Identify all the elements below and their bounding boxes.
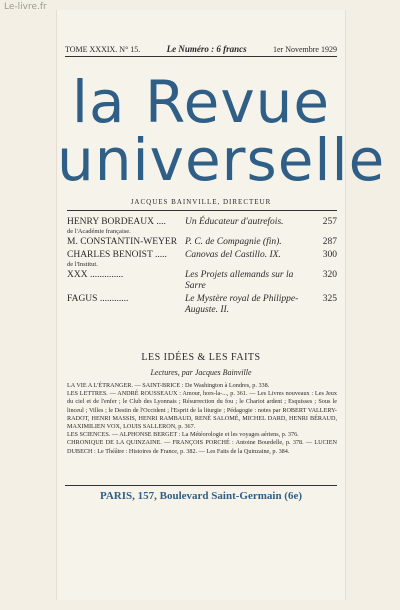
table-of-contents [67, 210, 337, 318]
toc-entry: FAGUS ............ Le Mystère royal de Philippe-Auguste. II. 325 [67, 294, 337, 315]
toc-page: 325 [322, 294, 337, 304]
issue-header [65, 40, 337, 57]
toc-entry: CHARLES BENOIST ..... de l'Institut. Canovas del Castillo. IX. 300 [67, 250, 337, 268]
toc-entry: XXX .............. Les Projets allemands sur la Sarre 320 [67, 270, 337, 291]
section-heading: LES IDÉES & LES FAITS [141, 352, 261, 363]
masthead-line2: universelle [57, 126, 386, 194]
body-paragraph: LA VIE A L'ÉTRANGER. — SAINT-BRICE : De Washington à Londres, p. 338. [67, 382, 270, 389]
toc-page: 287 [322, 237, 337, 247]
toc-title: Le Mystère royal de Philippe-Auguste. II. [185, 294, 299, 315]
issue-price: Le Numéro : 6 francs [166, 44, 247, 54]
toc-author-sub: de l'Institut. [67, 261, 98, 268]
toc-title: Un Éducateur d'autrefois. [185, 217, 284, 227]
toc-page: 300 [322, 250, 337, 260]
toc-entry [67, 237, 337, 248]
toc-title: Les Projets allemands sur la Sarre [185, 270, 294, 291]
toc-author: FAGUS [67, 294, 98, 304]
toc-author: HENRY BORDEAUX [67, 217, 154, 227]
section-byline: Lectures, par Jacques Bainville [150, 368, 252, 377]
director-line: JACQUES BAINVILLE, DIRECTEUR [130, 198, 272, 206]
watermark: Le-livre.fr [4, 2, 47, 12]
tome-number: TOME XXXIX. N° 15. [65, 45, 141, 54]
publisher-address: PARIS, 157, Boulevard Saint-Germain (6e) [65, 485, 337, 502]
toc-author: XXX [67, 270, 88, 280]
toc-title: P. C. de Compagnie (fin). [185, 237, 282, 247]
contents-body [67, 382, 337, 456]
toc-entry: HENRY BORDEAUX .... de l'Académie française. Un Éducateur d'autrefois. 257 [67, 217, 337, 235]
toc-title: Canovas del Castillo. IX. [185, 250, 281, 260]
toc-page: 320 [322, 270, 337, 280]
magazine-cover [56, 10, 386, 600]
masthead-line1: la Revue [71, 68, 331, 136]
body-paragraph: LES LETTRES. — ANDRÉ ROUSSEAUX : Amour, hors-la-..., p. 361. — Les Livres nouveaux : Les Jeux du ciel et de l'enfer ; le Club des Lyonnais ; Résurrection du fou ; le Chariot ardent ; Esquisses ; Sous le linceul ; Villes ; le Destin de l'Occident ; l'Esprit de la liturgie ; Pédagogie : notes par ROBERT VALLERY-RADOT, HENRI MASSIS, HENRI RAMBAUD, RENÉ SALOMÉ, MICHEL DARD, HENRI BÉRAUD, MAXIMILIEN VOX, LOUIS SALLERON, p. 367. [67, 390, 337, 431]
body-paragraph: LES SCIENCES. — ALPHONSE BERGET : La Météorologie et les voyages aériens, p. 376. [67, 431, 299, 439]
toc-author: M. CONSTANTIN-WEYER [67, 237, 178, 247]
toc-author: CHARLES BENOIST [67, 250, 153, 260]
issue-date: 1er Novembre 1929 [273, 45, 337, 54]
body-paragraph: CHRONIQUE DE LA QUINZAINE. — FRANÇOIS PORCHÉ : Antoine Bourdelle, p. 378. — LUCIEN DUBECH : Le Théâtre : Histoires de France, p. 382. — Les Faits de la Quinzaine, p. 384. [67, 439, 337, 455]
toc-page: 257 [322, 217, 337, 227]
toc-author-sub: de l'Académie française. [67, 228, 131, 235]
